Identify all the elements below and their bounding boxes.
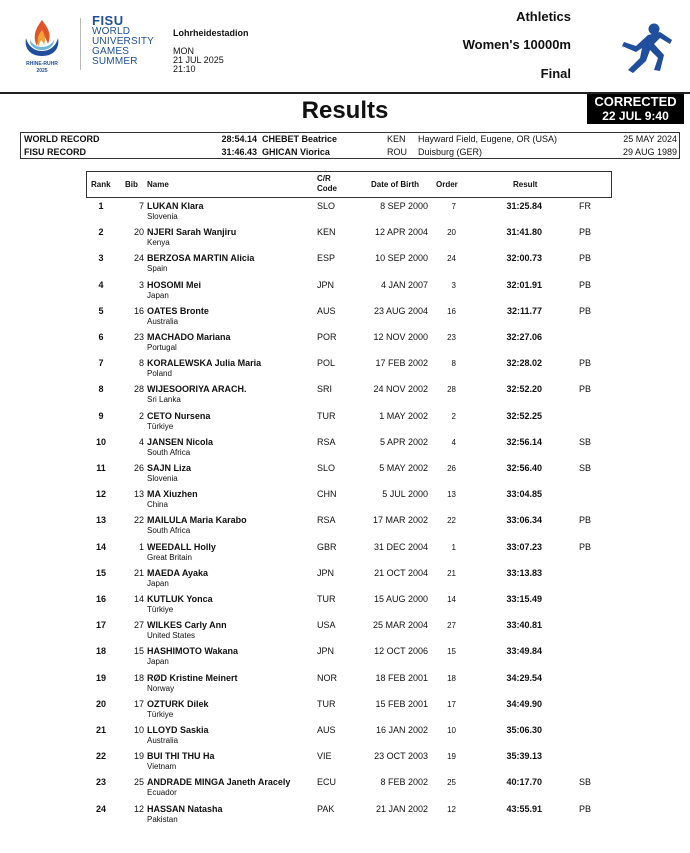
athlete-name: OZTURK Dilek <box>147 698 209 709</box>
corrected-stamp: 22 JUL 9:40 <box>602 109 669 123</box>
table-row <box>86 253 616 279</box>
rank-cell: 1 <box>98 201 104 211</box>
rank-cell: 9 <box>98 410 104 421</box>
athlete-name: WILKES Carly Ann <box>147 620 227 631</box>
result-cell: 33:13.83 <box>506 567 542 578</box>
dob-cell: 8 FEB 2002 <box>380 777 428 788</box>
athlete-country: Great Britain <box>147 552 192 562</box>
bib-cell: 20 <box>133 227 144 238</box>
table-row <box>86 620 616 646</box>
athlete-country: Vietnam <box>147 762 177 772</box>
rank-cell: 23 <box>95 777 106 788</box>
record-date: 25 MAY 2024 <box>623 134 677 144</box>
svg-text:2025: 2025 <box>36 68 48 74</box>
record-flag: PB <box>579 253 592 264</box>
order-cell: 26 <box>447 464 456 473</box>
noc-cell: JPN <box>317 646 335 657</box>
order-cell: 28 <box>447 385 456 395</box>
rank-cell: 2 <box>98 227 104 238</box>
athlete-name: BUI THI THU Ha <box>147 751 215 762</box>
bib-cell: 26 <box>133 463 144 473</box>
noc-cell: SRI <box>317 384 333 395</box>
table-row <box>86 594 616 620</box>
dob-cell: 17 MAR 2002 <box>372 515 428 526</box>
noc-cell: JPN <box>317 567 335 578</box>
rank-cell: 11 <box>96 463 106 473</box>
result-cell: 32:56.14 <box>506 436 542 447</box>
record-holder: GHICAN Viorica <box>262 147 330 157</box>
table-row <box>86 332 616 358</box>
table-row <box>86 515 616 541</box>
noc-cell: VIE <box>317 751 332 762</box>
record-flag: PB <box>579 358 592 369</box>
noc-cell: TUR <box>317 594 336 604</box>
athlete-name: CETO Nursena <box>147 410 211 421</box>
table-row <box>86 384 616 410</box>
bib-cell: 18 <box>133 672 144 683</box>
rank-cell: 19 <box>95 672 106 683</box>
col-rank: Rank <box>91 180 111 189</box>
event-day: MON <box>173 46 194 56</box>
dob-cell: 24 NOV 2002 <box>373 384 428 395</box>
table-row <box>86 201 616 227</box>
bib-cell: 27 <box>133 620 144 631</box>
order-cell: 4 <box>451 437 456 447</box>
athlete-name: MAILULA Maria Karabo <box>147 515 247 526</box>
record-flag: PB <box>579 384 592 395</box>
record-flag: FR <box>579 201 591 211</box>
order-cell: 18 <box>447 673 456 683</box>
result-cell: 31:41.80 <box>506 227 542 238</box>
table-row <box>86 437 616 463</box>
col-name: Name <box>147 180 169 189</box>
event-datetime <box>173 47 224 74</box>
dob-cell: 12 APR 2004 <box>374 227 428 238</box>
athlete-country: Türkiye <box>147 709 174 719</box>
noc-cell: KEN <box>317 227 336 238</box>
col-result: Result <box>513 180 538 189</box>
athlete-country: Australia <box>147 736 179 745</box>
rank-cell: 16 <box>95 594 106 604</box>
result-cell: 31:25.84 <box>506 201 542 211</box>
result-cell: 33:07.23 <box>506 541 542 552</box>
header-divider <box>80 18 81 70</box>
athlete-country: South Africa <box>147 526 191 536</box>
noc-cell: SLO <box>317 463 336 473</box>
athlete-name: LLOYD Saskia <box>147 725 209 735</box>
record-flag: PB <box>579 515 592 526</box>
runner-icon <box>614 22 674 74</box>
result-cell: 33:15.49 <box>506 594 542 604</box>
results-table-header <box>86 171 612 198</box>
order-cell: 16 <box>447 306 456 316</box>
athlete-name: HASHIMOTO Wakana <box>147 646 239 657</box>
noc-cell: ESP <box>317 253 336 264</box>
athlete-country: United States <box>147 631 196 641</box>
event-date: 21 JUL 2025 <box>173 55 224 65</box>
dob-cell: 5 MAY 2002 <box>379 463 428 473</box>
dob-cell: 5 JUL 2000 <box>382 489 428 500</box>
bib-cell: 15 <box>133 646 144 657</box>
dob-cell: 4 JAN 2007 <box>380 279 428 290</box>
result-cell: 34:49.90 <box>506 698 542 709</box>
table-row <box>86 804 616 830</box>
athlete-country: Slovenia <box>147 212 178 221</box>
dob-cell: 23 AUG 2004 <box>373 305 428 316</box>
athlete-name: BERZOSA MARTIN Alicia <box>147 253 255 264</box>
athlete-name: WIJESOORIYA ARACH. <box>147 384 247 395</box>
order-cell: 20 <box>447 228 456 238</box>
record-flag: SB <box>579 777 592 788</box>
rank-cell: 21 <box>95 725 106 735</box>
noc-cell: POR <box>317 332 337 342</box>
table-row <box>86 673 616 699</box>
order-cell: 10 <box>447 726 456 735</box>
order-cell: 22 <box>447 516 456 526</box>
athlete-name: WEEDALL Holly <box>147 541 216 552</box>
order-cell: 25 <box>447 778 456 788</box>
athlete-country: Poland <box>147 369 172 379</box>
order-cell: 12 <box>447 804 456 814</box>
athlete-name: HASSAN Natasha <box>147 803 223 814</box>
athlete-country: China <box>147 500 168 510</box>
col-order: Order <box>436 180 458 189</box>
dob-cell: 12 OCT 2006 <box>374 646 428 657</box>
order-cell: 27 <box>447 621 456 631</box>
bib-cell: 2 <box>138 410 144 421</box>
athlete-name: KUTLUK Yonca <box>147 594 213 604</box>
result-cell: 33:06.34 <box>506 515 542 526</box>
athlete-name: JANSEN Nicola <box>147 436 214 447</box>
order-cell: 15 <box>447 647 456 657</box>
bib-cell: 17 <box>133 698 144 709</box>
rank-cell: 18 <box>95 646 106 657</box>
athlete-name: MAEDA Ayaka <box>147 567 209 578</box>
table-row <box>86 306 616 332</box>
athlete-name: SAJN Liza <box>147 463 192 473</box>
bib-cell: 3 <box>138 279 144 290</box>
dob-cell: 12 NOV 2000 <box>373 332 428 342</box>
bib-cell: 12 <box>133 803 144 814</box>
rank-cell: 4 <box>98 279 104 290</box>
bib-cell: 8 <box>138 358 144 369</box>
record-time: 31:46.43 <box>221 147 257 157</box>
venue-name: Lohrheidestadion <box>173 28 249 38</box>
table-row <box>86 280 616 306</box>
dob-cell: 23 OCT 2003 <box>374 751 428 762</box>
dob-cell: 17 FEB 2002 <box>375 358 428 369</box>
result-cell: 33:40.81 <box>506 620 542 631</box>
table-row <box>86 777 616 803</box>
col-code: Code <box>317 184 337 193</box>
record-row <box>21 146 681 159</box>
athlete-name: RØD Kristine Meinert <box>147 672 238 683</box>
noc-cell: JPN <box>317 279 335 290</box>
athlete-country: Japan <box>147 290 169 300</box>
dob-cell: 1 MAY 2002 <box>379 410 428 421</box>
athlete-country: Türkiye <box>147 605 174 614</box>
noc-cell: ECU <box>317 777 337 788</box>
table-row <box>86 489 616 515</box>
bib-cell: 16 <box>133 305 144 316</box>
rank-cell: 13 <box>95 515 106 526</box>
record-label: FISU RECORD <box>24 147 87 157</box>
rank-cell: 15 <box>95 567 106 578</box>
noc-cell: NOR <box>317 672 337 683</box>
order-cell: 14 <box>447 595 456 604</box>
bib-cell: 22 <box>133 515 144 526</box>
record-flag: PB <box>579 279 592 290</box>
noc-cell: AUS <box>317 725 336 735</box>
athlete-country: South Africa <box>147 447 191 457</box>
athlete-country: Türkiye <box>147 421 174 431</box>
noc-cell: RSA <box>317 436 336 447</box>
fisu-wordmark <box>92 14 154 67</box>
table-row <box>86 358 616 384</box>
athlete-country: Sri Lanka <box>147 395 181 405</box>
svg-text:RHINE-RUHR: RHINE-RUHR <box>26 61 58 67</box>
noc-cell: GBR <box>317 541 337 552</box>
fisu-line: UNIVERSITY <box>92 36 155 47</box>
noc-cell: TUR <box>317 410 336 421</box>
records-box <box>20 132 680 159</box>
record-holder: CHEBET Beatrice <box>262 134 338 144</box>
record-flag: PB <box>579 541 592 552</box>
bib-cell: 13 <box>133 489 144 500</box>
fisu-line: WORLD <box>92 26 131 37</box>
bib-cell: 25 <box>133 777 144 788</box>
result-cell: 33:04.85 <box>506 489 542 500</box>
athlete-name: NJERI Sarah Wanjiru <box>147 227 237 238</box>
athlete-name: MA Xiuzhen <box>147 489 198 500</box>
record-flag: SB <box>579 463 592 473</box>
bib-cell: 28 <box>133 384 144 395</box>
record-flag: SB <box>579 436 592 447</box>
bib-cell: 14 <box>133 594 144 604</box>
table-row <box>86 568 616 594</box>
athlete-country: Australia <box>147 316 179 326</box>
bib-cell: 7 <box>138 201 144 211</box>
result-cell: 35:39.13 <box>506 751 542 762</box>
athlete-country: Norway <box>147 683 175 693</box>
athlete-country: Ecuador <box>147 788 177 798</box>
bib-cell: 1 <box>138 541 144 552</box>
result-cell: 32:56.40 <box>506 463 542 473</box>
bib-cell: 4 <box>138 436 144 447</box>
athlete-country: Kenya <box>147 238 170 248</box>
dob-cell: 16 JAN 2002 <box>375 725 428 735</box>
dob-cell: 21 JAN 2002 <box>375 803 428 814</box>
result-cell: 33:49.84 <box>506 646 542 657</box>
sport-name: Athletics <box>516 9 571 24</box>
record-flag: PB <box>579 803 592 814</box>
order-cell: 3 <box>451 280 456 290</box>
table-row <box>86 751 616 777</box>
record-flag: PB <box>579 227 592 238</box>
order-cell: 19 <box>447 752 456 762</box>
rank-cell: 17 <box>95 620 106 631</box>
event-name: Women's 10000m <box>462 37 571 52</box>
bib-cell: 21 <box>133 567 144 578</box>
result-cell: 34:29.54 <box>506 672 542 683</box>
noc-cell: USA <box>317 620 336 631</box>
dob-cell: 5 APR 2002 <box>379 436 428 447</box>
dob-cell: 15 FEB 2001 <box>375 698 428 709</box>
noc-cell: SLO <box>317 201 336 211</box>
rank-cell: 24 <box>95 803 106 814</box>
rank-cell: 12 <box>95 489 106 500</box>
fisu-line: SUMMER <box>92 56 138 67</box>
record-row <box>21 133 681 146</box>
event-phase: Final <box>540 66 571 81</box>
table-row <box>86 542 616 568</box>
record-noc: KEN <box>387 134 406 144</box>
athlete-name: LUKAN Klara <box>147 201 204 211</box>
col-dob: Date of Birth <box>371 180 419 189</box>
athlete-country: Japan <box>147 657 169 667</box>
athlete-country: Spain <box>147 264 168 274</box>
page-title: Results <box>301 97 389 124</box>
col-bib: Bib <box>125 180 138 189</box>
record-location: Duisburg (GER) <box>418 147 483 157</box>
col-cr: C/R <box>317 174 331 183</box>
athlete-name: HOSOMI Mei <box>147 279 202 290</box>
table-row <box>86 699 616 725</box>
order-cell: 23 <box>447 333 456 342</box>
athlete-country: Pakistan <box>147 814 178 824</box>
result-cell: 32:00.73 <box>506 253 542 264</box>
athlete-name: ANDRADE MINGA Janeth Aracely <box>147 777 291 788</box>
rank-cell: 20 <box>95 698 106 709</box>
fisu-label: FISU <box>92 13 124 28</box>
result-cell: 40:17.70 <box>506 777 542 788</box>
bib-cell: 23 <box>133 332 144 342</box>
result-cell: 32:27.06 <box>506 332 542 342</box>
rank-cell: 6 <box>98 332 104 342</box>
order-cell: 13 <box>447 490 456 500</box>
dob-cell: 10 SEP 2000 <box>375 253 428 264</box>
dob-cell: 8 SEP 2000 <box>380 201 428 211</box>
order-cell: 21 <box>447 568 456 578</box>
table-row <box>86 646 616 672</box>
bib-cell: 19 <box>133 751 144 762</box>
result-cell: 43:55.91 <box>506 803 542 814</box>
noc-cell: CHN <box>317 489 337 500</box>
table-row <box>86 463 616 489</box>
fisu-line: GAMES <box>92 46 130 57</box>
order-cell: 8 <box>451 359 456 369</box>
result-cell: 32:01.91 <box>506 279 542 290</box>
order-cell: 2 <box>451 411 456 421</box>
record-location: Hayward Field, Eugene, OR (USA) <box>418 134 558 144</box>
corrected-label: CORRECTED <box>594 94 677 109</box>
order-cell: 17 <box>447 699 456 709</box>
bib-cell: 24 <box>133 253 144 264</box>
record-date: 29 AUG 1989 <box>622 147 677 157</box>
record-time: 28:54.14 <box>221 134 257 144</box>
event-time: 21:10 <box>173 64 196 74</box>
noc-cell: AUS <box>317 305 336 316</box>
order-cell: 1 <box>451 542 456 552</box>
noc-cell: PAK <box>317 803 335 814</box>
dob-cell: 31 DEC 2004 <box>373 541 428 552</box>
result-cell: 32:28.02 <box>506 358 542 369</box>
record-label: WORLD RECORD <box>24 134 100 144</box>
noc-cell: RSA <box>317 515 336 526</box>
dob-cell: 18 FEB 2001 <box>375 672 428 683</box>
athlete-name: MACHADO Mariana <box>147 332 231 342</box>
table-row <box>86 227 616 253</box>
athlete-name: OATES Bronte <box>147 305 209 316</box>
noc-cell: POL <box>317 358 336 369</box>
result-cell: 32:52.25 <box>506 410 542 421</box>
rank-cell: 22 <box>95 751 106 762</box>
table-row <box>86 725 616 751</box>
bib-cell: 10 <box>133 725 144 735</box>
athlete-country: Portugal <box>147 343 177 352</box>
rank-cell: 10 <box>95 436 106 447</box>
rank-cell: 8 <box>98 384 104 395</box>
record-noc: ROU <box>387 147 407 157</box>
noc-cell: TUR <box>317 698 336 709</box>
result-cell: 35:06.30 <box>506 725 542 735</box>
athlete-country: Japan <box>147 578 169 588</box>
dob-cell: 15 AUG 2000 <box>373 594 428 604</box>
order-cell: 24 <box>447 254 456 264</box>
rank-cell: 3 <box>98 253 104 264</box>
rank-cell: 5 <box>98 305 104 316</box>
rank-cell: 14 <box>95 541 106 552</box>
rank-cell: 7 <box>98 358 104 369</box>
dob-cell: 25 MAR 2004 <box>372 620 428 631</box>
dob-cell: 21 OCT 2004 <box>374 567 428 578</box>
result-cell: 32:11.77 <box>506 305 542 316</box>
athlete-name: KORALEWSKA Julia Maria <box>147 358 262 369</box>
order-cell: 7 <box>451 202 456 211</box>
result-cell: 32:52.20 <box>506 384 542 395</box>
games-logo <box>18 16 66 74</box>
record-flag: PB <box>579 305 592 316</box>
table-row <box>86 411 616 437</box>
corrected-badge <box>587 94 684 124</box>
athlete-country: Slovenia <box>147 474 178 483</box>
